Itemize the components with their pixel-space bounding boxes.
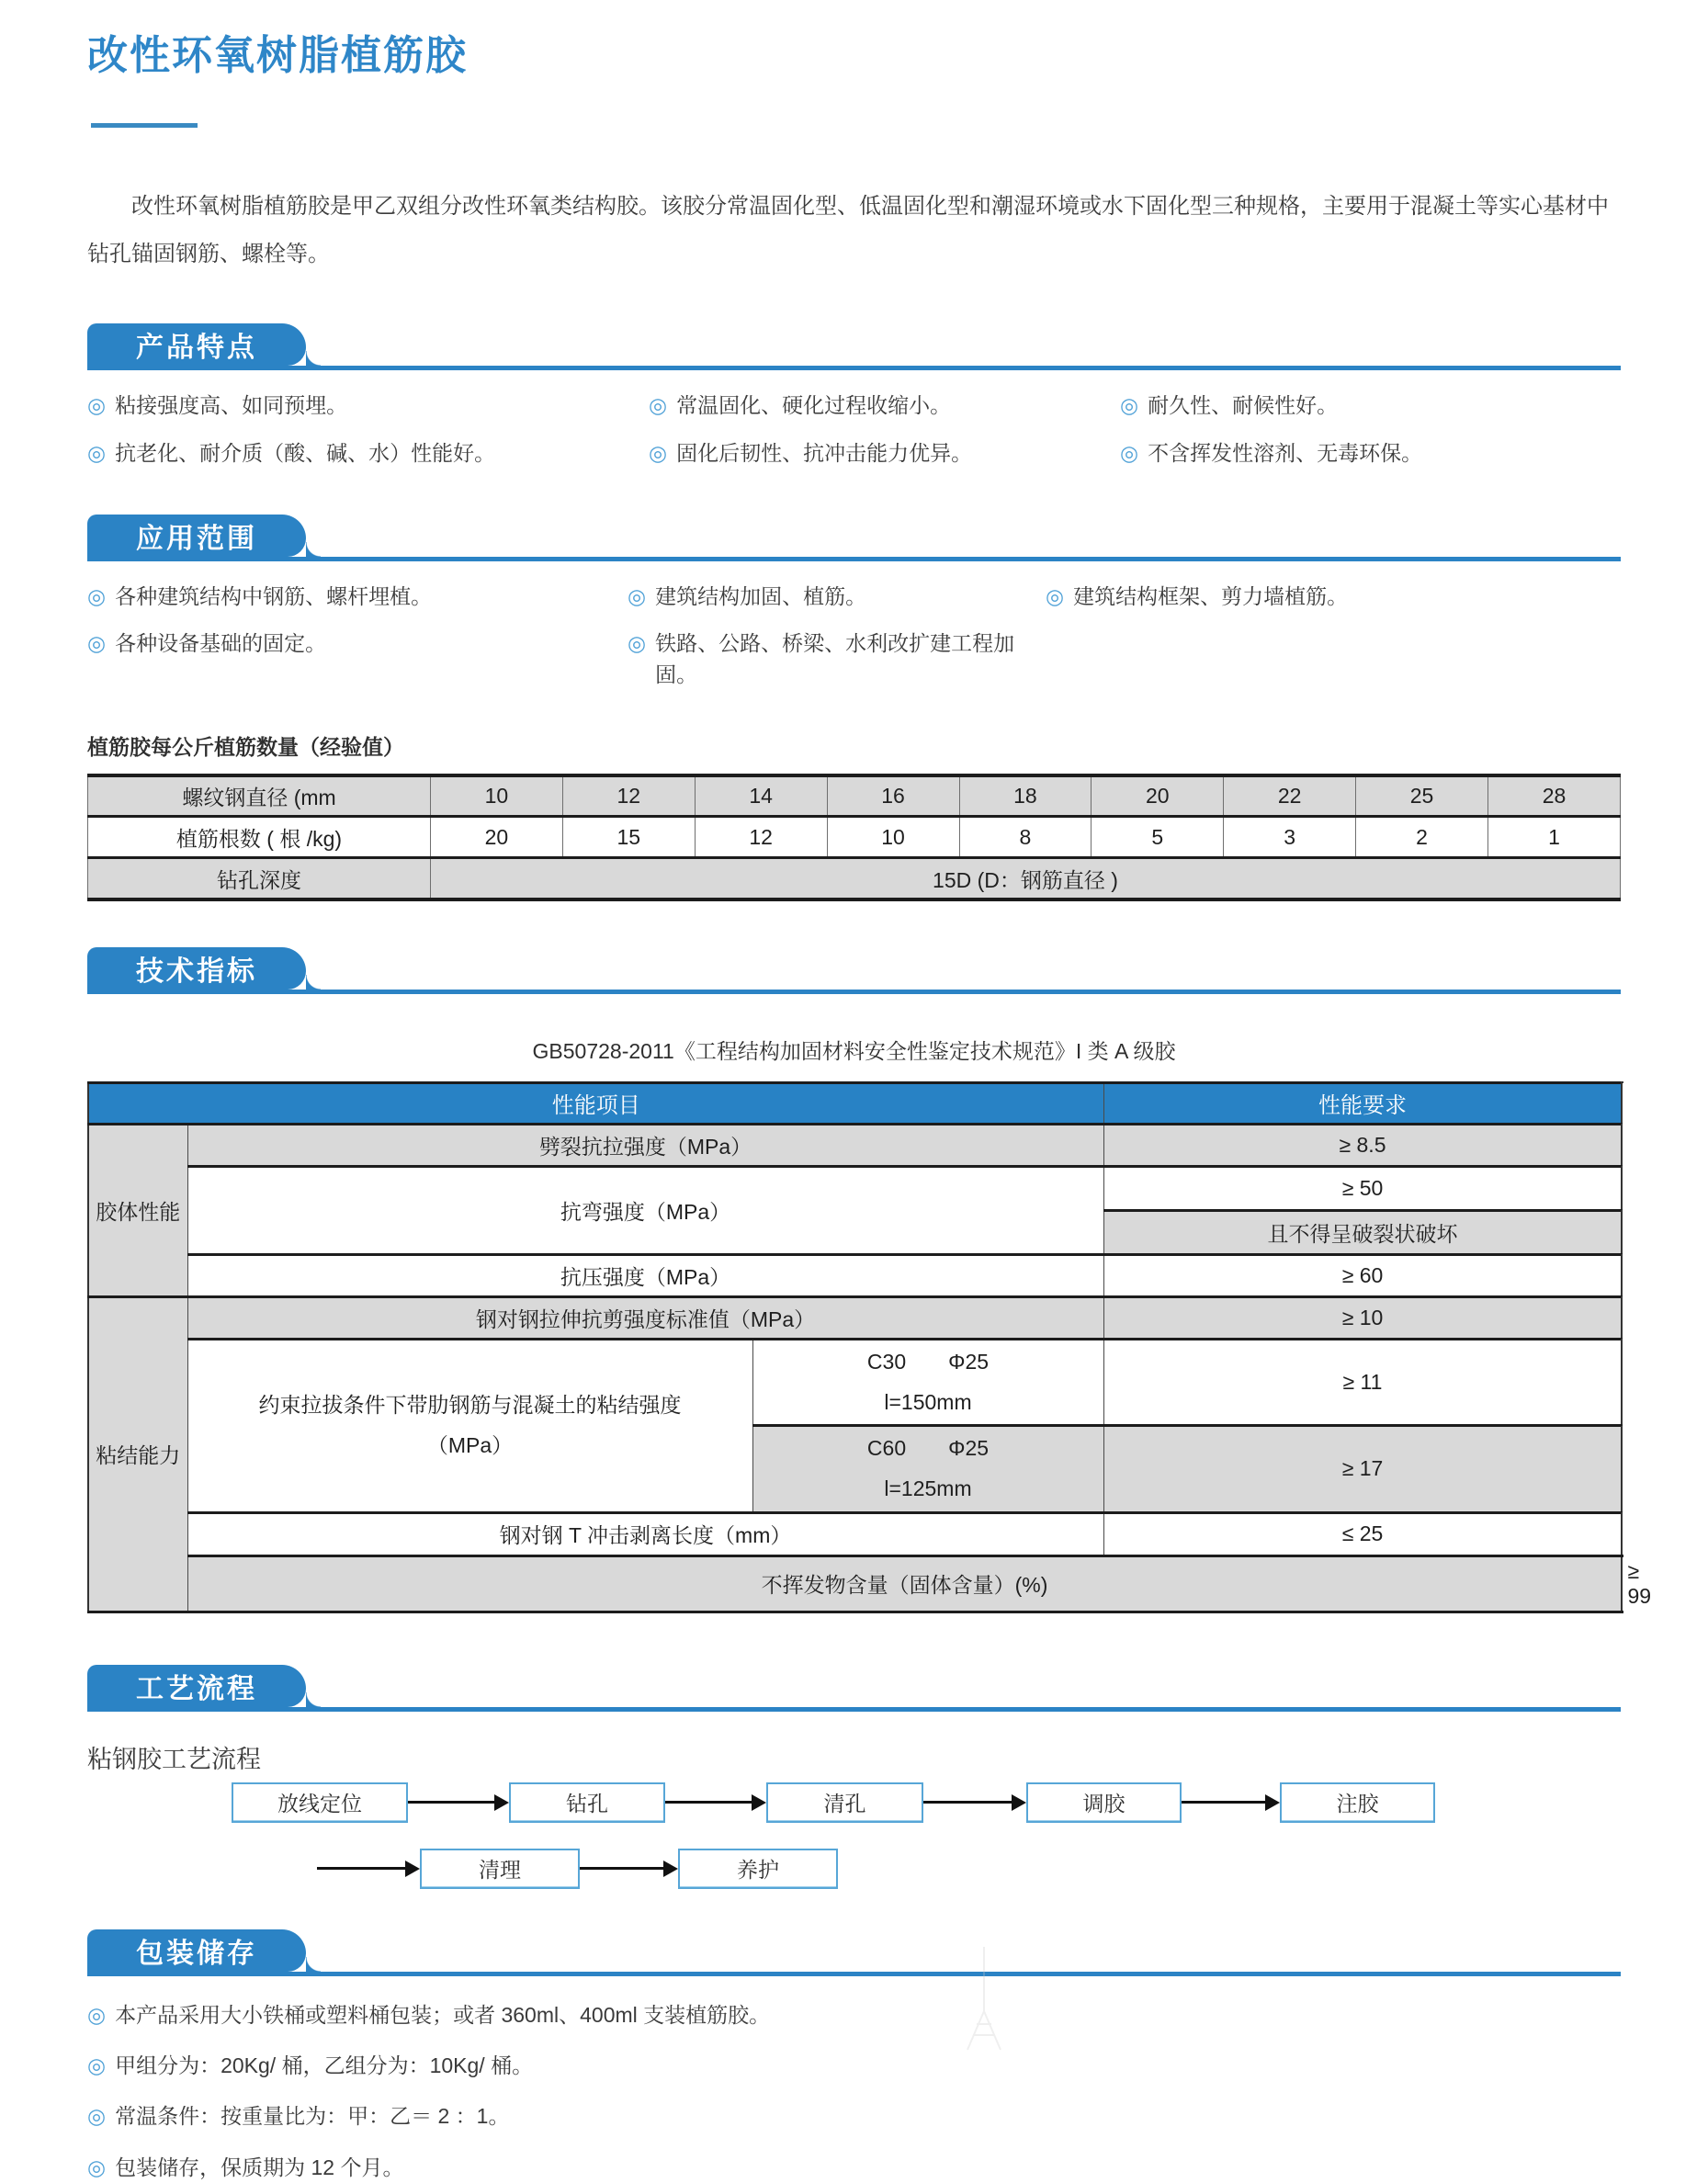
list-item [649,438,1120,469]
intro-paragraph: 改性环氧树脂植筋胶是甲乙双组分改性环氧类结构胶。该胶分常温固化型、低温固化型和潮湿环境或水下固化型三种规格，主要用于混凝土等实心基材中钻孔锚固钢筋、螺栓等。 [87,194,1609,266]
list-item [628,628,1046,690]
cell-requirement: ≥ 17 [1103,1426,1622,1512]
list-item [87,2000,1621,2030]
bullseye-bullet-icon: ◎ [649,440,668,465]
cell-diameter: 10 [431,775,563,817]
rebar-table-caption: 植筋胶每公斤植筋数量（经验值） [87,734,404,759]
section-head-applications [87,515,1621,561]
cell-diameter: 14 [695,775,827,817]
cell-count: 5 [1092,817,1224,858]
table-row [88,1339,1622,1425]
feature-text: 不含挥发性溶剂、无毒环保。 [1148,440,1423,465]
bullseye-bullet-icon: ◎ [649,393,668,418]
col-header-requirement: 性能要求 [1103,1082,1622,1124]
bullseye-bullet-icon: ◎ [87,2104,107,2129]
feature-text: 耐久性、耐候性好。 [1148,393,1339,418]
right-arrow-icon [1182,1794,1280,1811]
table-row [88,1166,1622,1210]
right-arrow-icon [408,1794,509,1811]
table-row [88,775,1621,817]
cell-property: 不挥发物含量（固体含量）(%) [187,1555,1622,1612]
cell-property [187,1339,752,1512]
list-item [87,2051,1621,2081]
feature-text: 粘接强度高、如同预埋。 [115,393,348,418]
features-list [87,390,1621,469]
applications-list [87,582,1621,690]
cell-count: 8 [959,817,1092,858]
flow-step: 放线定位 [232,1782,408,1823]
flow-step: 养护 [678,1849,838,1889]
cell-count: 12 [695,817,827,858]
document-page [0,22,1708,2179]
tower-watermark-image [923,1947,1052,2053]
table-row [88,1254,1622,1296]
feature-text: 固化后韧性、抗冲击能力优异。 [676,440,973,465]
list-item [1120,438,1621,469]
list-item [87,628,628,690]
section-tab-packaging: 包装储存 [87,1929,306,1972]
bullseye-bullet-icon: ◎ [87,631,107,656]
cell-property: 钢对钢拉伸抗剪强度标准值（MPa） [187,1296,1103,1339]
cell-property: 钢对钢 T 冲击剥离长度（mm） [187,1512,1103,1555]
section-tab-features: 产品特点 [87,323,306,366]
application-text: 各种设备基础的固定。 [115,631,327,656]
bullseye-bullet-icon: ◎ [628,631,647,656]
feature-text: 常温固化、硬化过程收缩小。 [676,393,952,418]
cell-drill-depth: 15D (D：钢筋直径 ) [431,858,1621,899]
cell-count: 20 [431,817,563,858]
bullseye-bullet-icon: ◎ [87,2002,107,2027]
cell-count: 10 [827,817,959,858]
bullseye-bullet-icon: ◎ [87,440,107,465]
flow-step: 调胶 [1026,1782,1182,1823]
cell-requirement: ≥ 11 [1103,1339,1622,1425]
table-row: 不挥发物含量（固体含量）(%) ≥ 99 [88,1555,1622,1612]
packaging-text: 常温条件：按重量比为：甲：乙＝ 2 ：1。 [115,2104,510,2129]
list-item [87,582,628,612]
cell-property: 抗弯强度（MPa） [187,1166,1103,1254]
tech-spec-table [87,1081,1652,1613]
table-row [88,1296,1622,1339]
cell-requirement: 且不得呈破裂状破坏 [1103,1210,1622,1254]
flow-step: 钻孔 [509,1782,665,1823]
packaging-text: 本产品采用大小铁桶或塑料桶包装；或者 360ml、400ml 支装植筋胶。 [115,2002,771,2027]
row-header: 植筋根数 ( 根 /kg) [88,817,431,858]
application-text: 建筑结构加固、植筋。 [655,583,867,608]
rebar-count-table [87,774,1621,901]
section-tab-applications: 应用范围 [87,515,306,557]
list-item [628,582,1046,612]
right-arrow-icon [923,1794,1026,1811]
row-header: 钻孔深度 [88,858,431,899]
spec-line: C60 Φ25 [866,1436,990,1461]
flowchart-row-1 [232,1782,1621,1823]
application-text: 各种建筑结构中钢筋、螺杆埋植。 [115,583,433,608]
group-cell-bond: 粘结能力 [88,1296,187,1612]
flow-subtitle: 粘钢胶工艺流程 [87,1745,261,1773]
flowchart-row-2 [317,1849,1621,1889]
cell-diameter: 20 [1092,775,1224,817]
packaging-text: 包装储存，保质期为 12 个月。 [115,2155,404,2179]
list-item [1120,390,1621,421]
table-row [88,817,1621,858]
section-tab-tech: 技术指标 [87,947,306,990]
table-row [88,858,1621,899]
cell-requirement: ≥ 60 [1103,1254,1622,1296]
application-text: 铁路、公路、桥梁、水利改扩建工程加固。 [655,631,1015,686]
bullseye-bullet-icon: ◎ [87,393,107,418]
cell-requirement: ≥ 50 [1103,1166,1622,1210]
cell-count: 1 [1488,817,1621,858]
cell-diameter: 12 [562,775,695,817]
bullseye-bullet-icon: ◎ [628,583,647,608]
bullseye-bullet-icon: ◎ [1046,583,1065,608]
table-header-row [88,1082,1622,1124]
page-content [0,22,1708,2183]
col-header-item: 性能项目 [88,1082,1103,1124]
cell-diameter: 16 [827,775,959,817]
bullseye-bullet-icon: ◎ [1120,440,1139,465]
flow-step: 注胶 [1280,1782,1435,1823]
cell-spec [752,1339,1103,1425]
bullseye-bullet-icon: ◎ [87,583,107,608]
list-item [87,2101,1621,2132]
standard-reference: GB50728-2011《工程结构加固材料安全性鉴定技术规范》I 类 A 级胶 [532,1038,1176,1063]
group-cell-adhesive: 胶体性能 [88,1124,187,1296]
spec-line: l=150mm [884,1389,972,1414]
cell-diameter: 25 [1356,775,1488,817]
table-row [88,1124,1622,1166]
right-arrow-icon [580,1861,678,1877]
section-head-tech [87,947,1621,994]
property-line: 约束拉拔条件下带肋钢筋与混凝土的粘结强度 [258,1393,682,1418]
flow-step: 清理 [420,1849,580,1889]
cell-diameter: 28 [1488,775,1621,817]
list-item [87,438,649,469]
right-arrow-icon [665,1794,766,1811]
title-underline-dash [91,123,198,128]
right-arrow-icon [317,1861,420,1877]
bullseye-bullet-icon: ◎ [1120,393,1139,418]
feature-text: 抗老化、耐介质（酸、碱、水）性能好。 [115,440,496,465]
list-item [1046,582,1621,612]
list-item [87,2153,1621,2183]
table-row [88,1512,1622,1555]
cell-requirement: ≥ 10 [1103,1296,1622,1339]
list-item [87,390,649,421]
cell-property: 劈裂抗拉强度（MPa） [187,1124,1103,1166]
spec-line: C30 Φ25 [866,1349,990,1374]
cell-count: 2 [1356,817,1488,858]
flow-step: 清孔 [766,1782,923,1823]
application-text: 建筑结构框架、剪力墙植筋。 [1073,583,1349,608]
list-item [649,390,1120,421]
spec-line: l=125mm [884,1476,972,1500]
section-tab-process: 工艺流程 [87,1665,306,1707]
cell-diameter: 22 [1224,775,1356,817]
bullseye-bullet-icon: ◎ [87,2053,107,2077]
cell-count: 15 [562,817,695,858]
row-header: 螺纹钢直径 (mm [88,775,431,817]
section-head-packaging [87,1929,1621,1976]
section-head-process [87,1665,1621,1712]
cell-requirement: ≤ 25 [1103,1512,1622,1555]
cell-property: 抗压强度（MPa） [187,1254,1103,1296]
section-head-features [87,323,1621,370]
cell-count: 3 [1224,817,1356,858]
cell-spec [752,1426,1103,1512]
packaging-list [87,2000,1621,2183]
cell-requirement: ≥ 8.5 [1103,1124,1622,1166]
packaging-text: 甲组分为：20Kg/ 桶，乙组分为：10Kg/ 桶。 [115,2053,534,2077]
cell-diameter: 18 [959,775,1092,817]
page-title: 改性环氧树脂植筋胶 [87,33,468,78]
bullseye-bullet-icon: ◎ [87,2155,107,2179]
property-line: （MPa） [426,1432,514,1457]
